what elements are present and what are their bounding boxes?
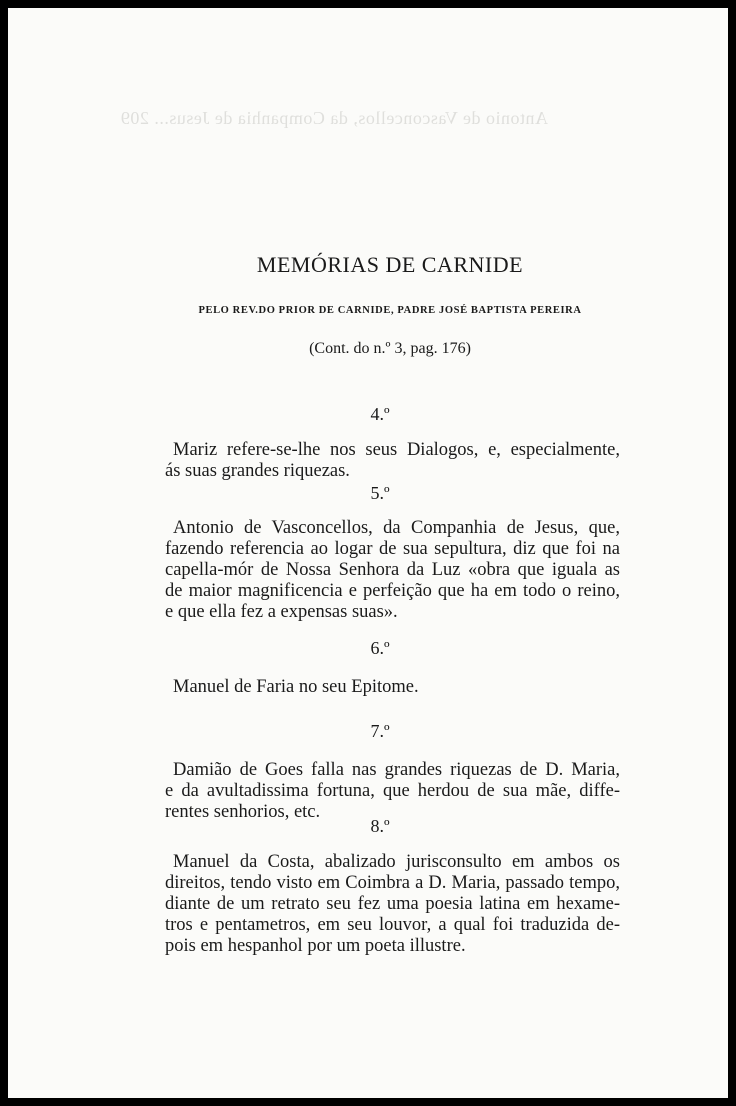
section-paragraph [165,518,620,623]
paragraph-line: diante de um retrato seu fez uma poesia latina em hexame- [165,894,620,914]
section-paragraph [165,852,620,957]
section-paragraph [165,440,620,482]
paragraph-line: de maior magnificencia e perfeição que ha em todo o reino, [165,581,620,601]
page-title: MEMÓRIAS DE CARNIDE [256,252,524,277]
paragraph-line: tros e pentametros, em seu louvor, a qual foi traduzida de- [165,915,620,935]
bleed-through-text: Antonio de Vasconcellos, da Companhia de Jesus... 209 [120,108,548,128]
section-number: 5.º [370,483,390,503]
section-number: 4.º [370,404,390,424]
section-paragraph [165,677,620,698]
paragraph-line: Manuel da Costa, abalizado jurisconsulto em ambos os [173,852,620,872]
section-number: 6.º [370,638,390,658]
section-paragraph [165,760,620,823]
paragraph-line: ás suas grandes riquezas. [165,461,350,481]
section-number: 7.º [370,721,390,741]
paragraph-line: pois em hespanhol por um poeta illustre. [165,936,466,956]
paragraph-line: e que ella fez a expensas suas». [165,602,398,622]
author-byline: PELO REV.DO PRIOR DE CARNIDE, PADRE JOSÉ BAPTISTA PEREIRA [198,305,582,316]
paragraph-line: Damião de Goes falla nas grandes riquezas de D. Maria, [173,760,620,780]
paragraph-line: fazendo referencia ao logar de sua sepultura, diz que foi na [165,539,620,559]
paragraph-line: direitos, tendo visto em Coimbra a D. Maria, passado tempo, [165,873,620,893]
paragraph-line: capella-mór de Nossa Senhora da Luz «obra que iguala as [165,560,620,580]
paragraph-line: Antonio de Vasconcellos, da Companhia de Jesus, que, [173,518,620,538]
paragraph-line: e da avultadissima fortuna, que herdou de sua mãe, diffe- [165,781,620,801]
paragraph-line: Mariz refere-se-lhe nos seus Dialogos, e, especialmente, [173,440,620,460]
continuation-note: (Cont. do n.º 3, pag. 176) [309,340,471,357]
paragraph-line: Manuel de Faria no seu Epitome. [173,677,419,697]
section-number: 8.º [370,816,390,836]
paragraph-line: rentes senhorios, etc. [165,802,321,822]
